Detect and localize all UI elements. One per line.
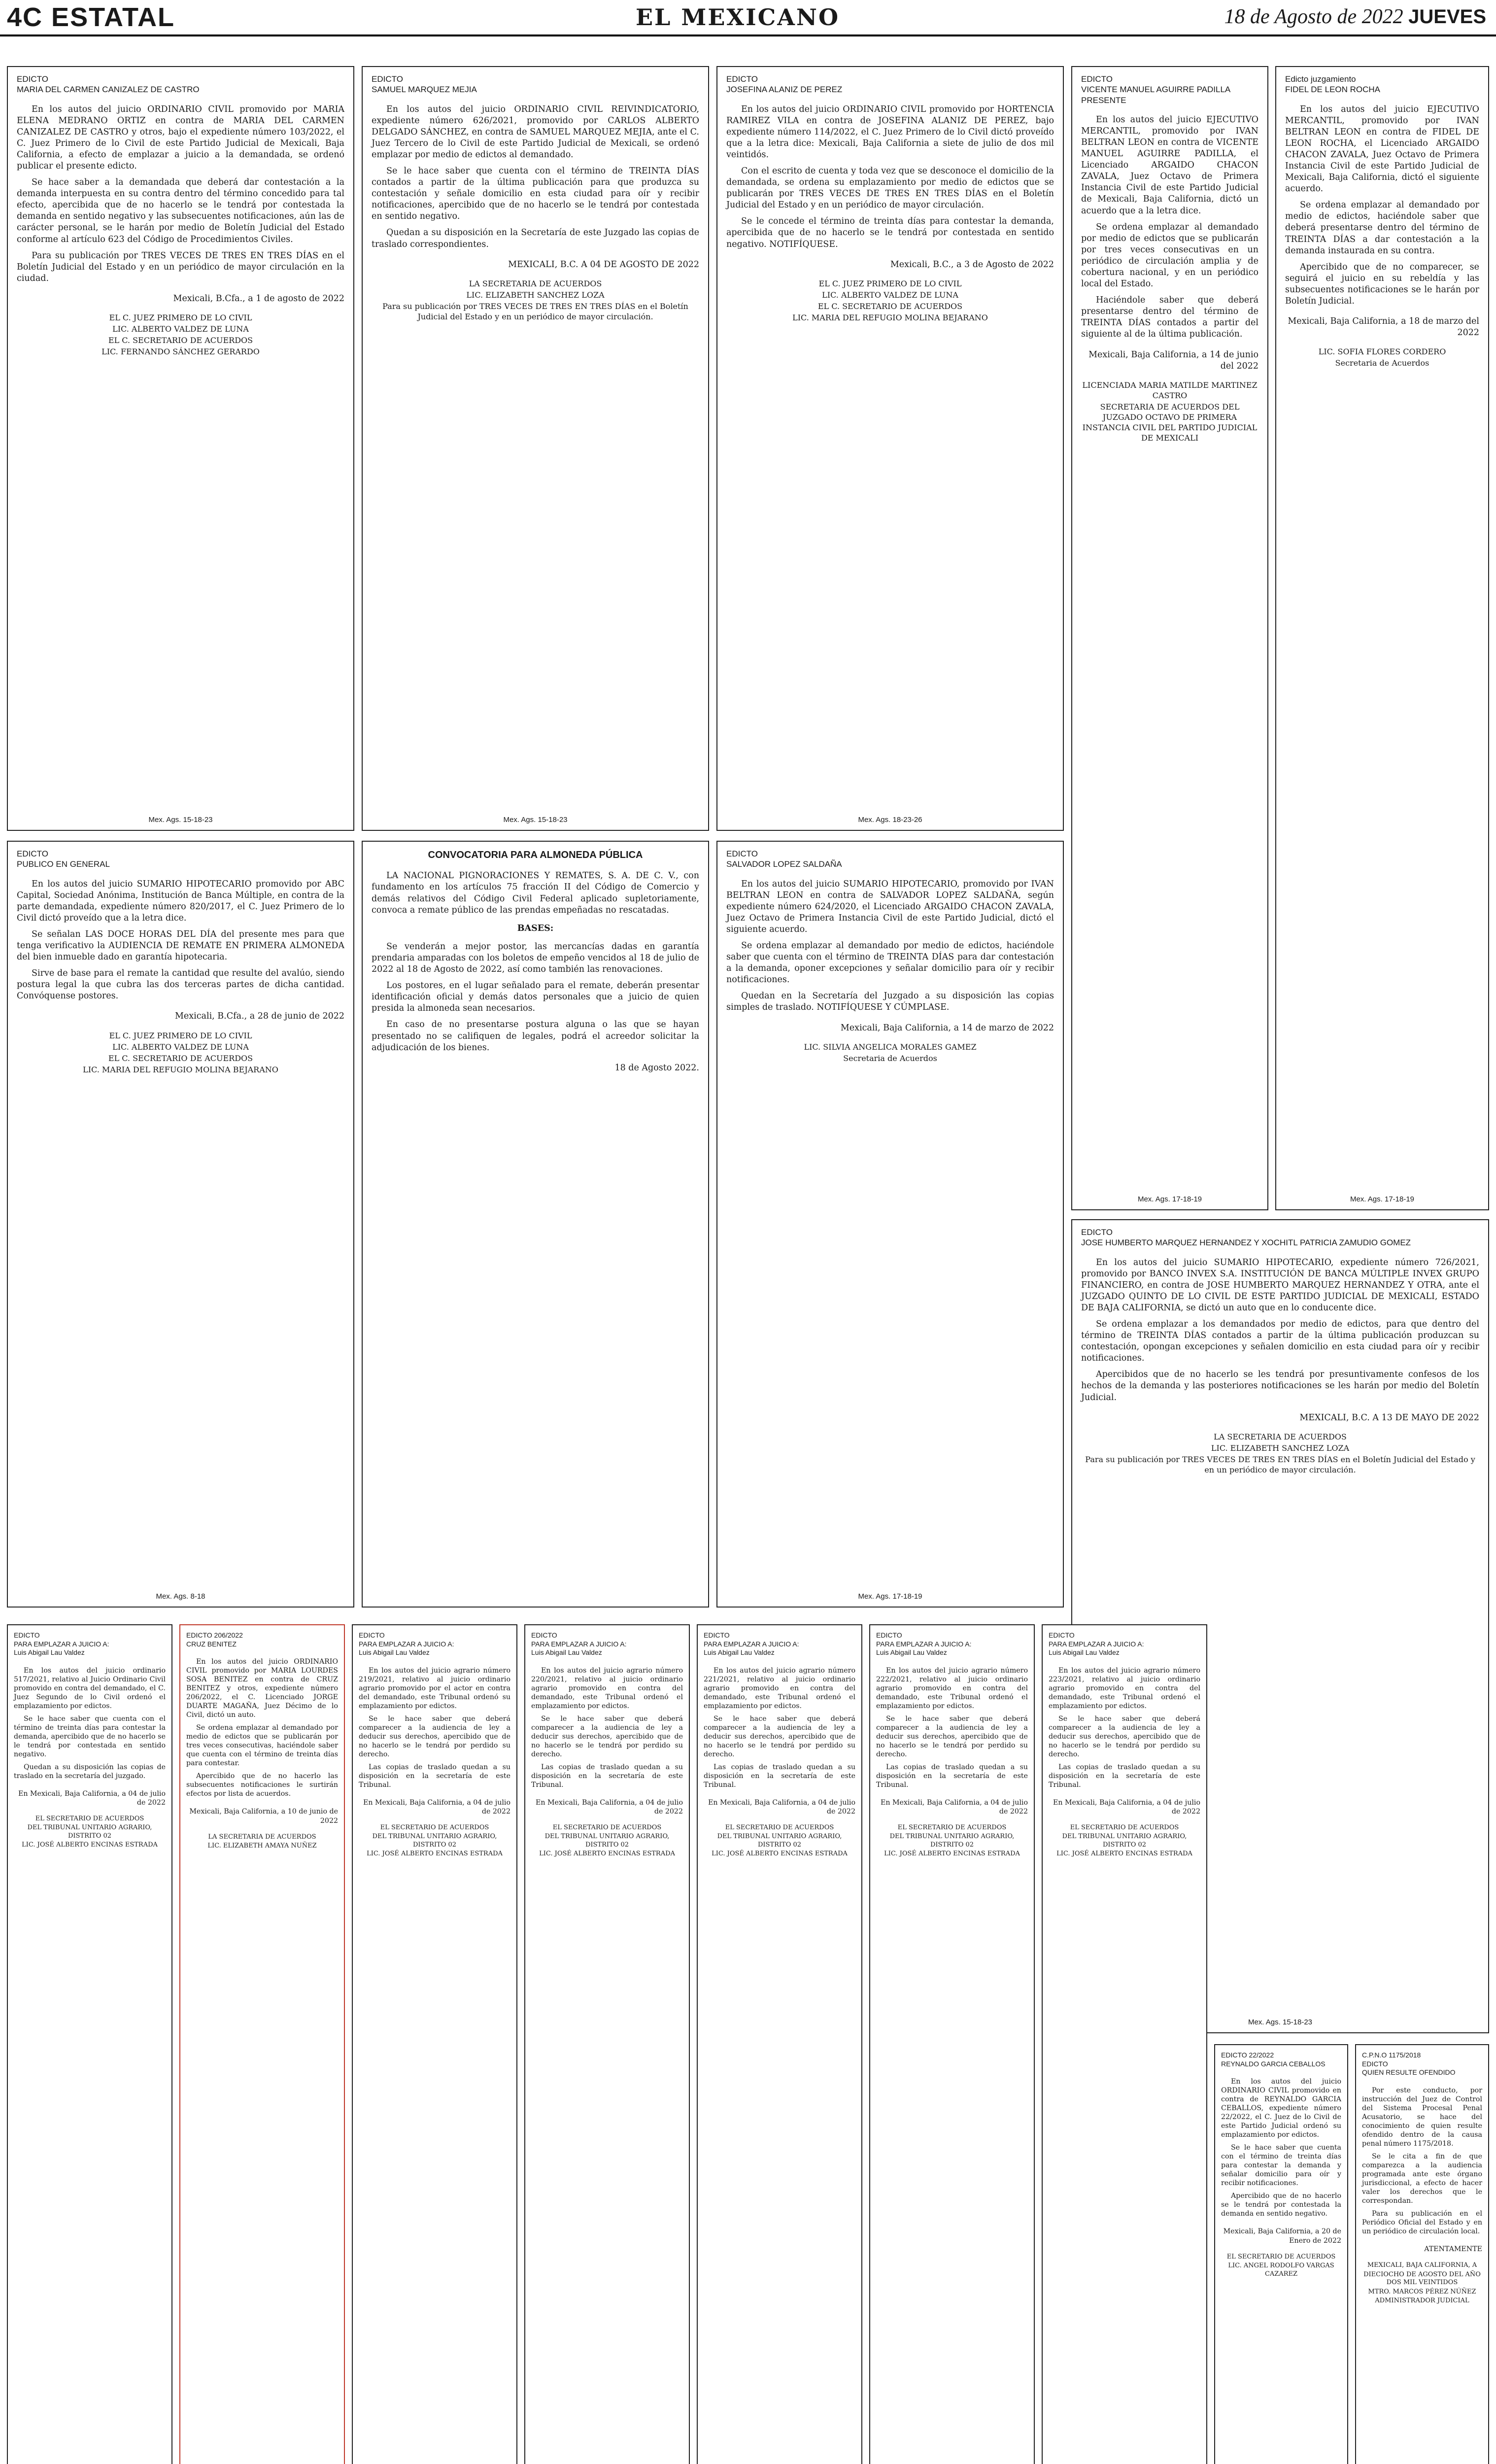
- legal-notice: [7, 841, 354, 1608]
- notice-heading-line: EDICTO: [1049, 1631, 1075, 1639]
- notice-paragraph: Quedan a su disposición las copias de traslado en la secretaría del juzgado.: [14, 1763, 166, 1780]
- notice-signature: [531, 1824, 683, 1858]
- notice-heading-line: PARA EMPLAZAR A JUICIO A:: [1049, 1640, 1144, 1648]
- signature-line: DEL TRIBUNAL UNITARIO AGRARIO, DISTRITO 02: [889, 1833, 1015, 1848]
- signature-line: DEL TRIBUNAL UNITARIO AGRARIO, DISTRITO 02: [27, 1824, 152, 1840]
- notice-paragraph: Se le hace saber que deberá comparecer a la audiencia de ley a deducir sus derechos, apercibido que de no hacerlo se le tendrá por perdido su derecho.: [704, 1714, 855, 1758]
- notice-heading-line: EDICTO: [359, 1631, 385, 1639]
- notice-paragraph: En los autos del juicio ordinario 517/2021, relativo al Juicio Ordinario Civil promovido en contra del demandado, el C. Juez Segundo de lo Civil ordenó el emplazamiento por edictos.: [14, 1666, 166, 1710]
- signature-line: EL C. SECRETARIO DE ACUERDOS: [108, 336, 253, 345]
- notice-location-date: Mexicali, B.C., a 3 de Agosto de 2022: [890, 259, 1054, 270]
- notice-heading-line: PUBLICO EN GENERAL: [17, 859, 110, 869]
- signature-line: MTRO. MARCOS PÉREZ NÚÑEZ: [1368, 2288, 1476, 2295]
- notice-signature: [726, 1042, 1054, 1063]
- notice-heading-line: PARA EMPLAZAR A JUICIO A:: [531, 1640, 627, 1648]
- notice-heading: [1362, 2051, 1482, 2077]
- notice-paragraph: En los autos del juicio ORDINARIO CIVIL promovido por MARIA LOURDES SOSA BENITEZ en contra de CRUZ BENITEZ y otros, expediente número 206/2022, el C. Licenciado JORGE DUARTE MAGAÑA, Juez Décimo de lo Civil, dictó un auto.: [186, 1658, 338, 1719]
- notice-heading-line: CRUZ BENITEZ: [186, 1640, 237, 1648]
- notice-paragraph: En los autos del juicio SUMARIO HIPOTECARIO promovido por ABC Capital, Sociedad Anónima, Institución de Banca Múltiple, en contra de la parte demandada, expediente número 820/2017, el C. Juez Primero de lo Civil dictó proveído que a la letra dice.: [17, 879, 344, 923]
- legal-notice: [352, 1624, 517, 2464]
- signature-line: SECRETARIA DE ACUERDOS DEL JUZGADO OCTAVO DE PRIMERA INSTANCIA CIVIL DEL PARTIDO JUDICIAL DE MEXICALI: [1082, 402, 1258, 443]
- notice-heading-line: JOSE HUMBERTO MARQUEZ HERNANDEZ Y XOCHITL PATRICIA ZAMUDIO GOMEZ: [1081, 1238, 1411, 1248]
- notice-paragraph: Las copias de traslado quedan a su disposición en la secretaría de este Tribunal.: [1049, 1763, 1200, 1789]
- notice-heading-line: EDICTO: [704, 1631, 730, 1639]
- notice-paragraph: Se le hace saber que deberá comparecer a la audiencia de ley a deducir sus derechos, apercibido que de no hacerlo se le tendrá por perdido su derecho.: [359, 1714, 510, 1758]
- notice-body: [531, 1666, 683, 1789]
- notice-paragraph: Apercibido que de no hacerlo las subsecuentes notificaciones le surtirán efectos por lista de acuerdos.: [186, 1772, 338, 1798]
- notice-body: [1221, 2077, 1341, 2218]
- notice-heading-line: PARA EMPLAZAR A JUICIO A:: [876, 1640, 972, 1648]
- notice-title: CONVOCATORIA PARA ALMONEDA PÚBLICA: [428, 850, 643, 860]
- notice-location-date: Mexicali, Baja California, a 14 de junio del 2022: [1088, 349, 1258, 371]
- notice-paragraph: Se ordena emplazar al demandado por medio de edictos, haciéndole saber que deberá presentarse dentro del término de TREINTA DÍAS a dar contestación a la demanda instaurada en su contra.: [1285, 200, 1479, 256]
- notice-location-date: 18 de Agosto 2022.: [614, 1062, 699, 1073]
- section-name: ESTATAL: [51, 2, 175, 32]
- notice-paragraph: Apercibido que de no comparecer, se seguirá el juicio en su rebeldía y las subsecuentes notificaciones se le harán por Boletín Judicial.: [1285, 262, 1479, 306]
- notice-body: [726, 104, 1054, 250]
- notice-body: [17, 104, 344, 284]
- notice-paragraph: Se le hace saber que cuenta con el término de treinta días para contestar la demanda, apercibido que de no hacerlo se le tendrá por contestada en sentido negativo.: [14, 1714, 166, 1758]
- notice-location-date: MEXICALI, B.C. A 04 DE AGOSTO DE 2022: [508, 259, 699, 270]
- notice-paragraph: Se le hace saber que deberá comparecer a la audiencia de ley a deducir sus derechos, apercibido que de no hacerlo se le tendrá por perdido su derecho.: [876, 1714, 1028, 1758]
- notice-heading-line: Luis Abigail Lau Valdez: [876, 1648, 947, 1656]
- notice-heading: [17, 849, 344, 870]
- notice-location-date: Mexicali, Baja California, a 20 de Enero de 2022: [1223, 2227, 1341, 2245]
- signature-line: LIC. MARIA DEL REFUGIO MOLINA BEJARANO: [792, 313, 988, 323]
- signature-line: DEL TRIBUNAL UNITARIO AGRARIO, DISTRITO 02: [544, 1833, 670, 1848]
- legal-notice: [716, 66, 1064, 831]
- notice-paragraph: En los autos del juicio agrario número 219/2021, relativo al juicio ordinario agrario promovido por el actor en contra del demandado, este Tribunal ordenó su emplazamiento por edictos.: [359, 1666, 510, 1710]
- edition-day: 18 de Agosto de 2022: [1224, 5, 1403, 28]
- publication-tag: Mex. Ags. 8-18: [156, 1592, 205, 1601]
- notice-heading-line: PARA EMPLAZAR A JUICIO A:: [14, 1640, 109, 1648]
- notice-heading: [1221, 2051, 1341, 2068]
- notice-heading-line: Luis Abigail Lau Valdez: [14, 1648, 85, 1656]
- notice-paragraph: En los autos del juicio agrario número 222/2021, relativo al juicio ordinario agrario promovido en contra del demandado, este Tribunal ordenó el emplazamiento por edictos.: [876, 1666, 1028, 1710]
- notice-heading: [359, 1631, 510, 1657]
- notice-paragraph: Se ordena emplazar al demandado por medio de edictos que se publicarán por tres veces consecutivas, haciéndole saber que cuenta con el término de treinta días para contestar.: [186, 1724, 338, 1768]
- newspaper-name: EL MEXICANO: [636, 4, 840, 31]
- notice-heading-line: EDICTO: [1081, 74, 1113, 84]
- notice-heading-line: MARIA DEL CARMEN CANIZALEZ DE CASTRO: [17, 85, 200, 95]
- notice-signature: [372, 278, 699, 322]
- notice-signature: [1285, 346, 1479, 368]
- notice-heading: [876, 1631, 1028, 1657]
- notice-heading-line: C.P.N.O 1175/2018: [1362, 2051, 1421, 2059]
- legal-notice: [697, 1624, 862, 2464]
- signature-line: Secretaria de Acuerdos: [843, 1053, 937, 1063]
- signature-line: LIC. ALBERTO VALDEZ DE LUNA: [822, 290, 958, 300]
- notice-paragraph: En los autos del juicio ORDINARIO CIVIL promovido por MARIA ELENA MEDRANO ORTIZ en contra de MARIA DEL CARMEN CANIZALEZ DE CASTRO y otros, bajo el expediente número 103/2022, el C. Juez Primero de lo Civil de este Partido Judicial de Mexicali, Baja California, a efecto de emplazar a juicio a la demandada, se ordenó publicar el presente edicto.: [17, 104, 344, 171]
- notice-heading: [726, 849, 1054, 870]
- notice-paragraph: Para su publicación en el Periódico Oficial del Estado y en un periódico de circulación local.: [1362, 2209, 1482, 2235]
- signature-line: EL SECRETARIO DE ACUERDOS: [35, 1814, 144, 1822]
- notice-heading: [704, 1631, 855, 1657]
- signature-line: EL C. SECRETARIO DE ACUERDOS: [817, 301, 963, 311]
- notice-location-date: MEXICALI, B.C. A 13 DE MAYO DE 2022: [1299, 1412, 1479, 1423]
- publication-tag: Mex. Ags. 17-18-19: [1350, 1195, 1415, 1204]
- notice-body: [372, 870, 699, 1053]
- notice-body: [1285, 104, 1479, 308]
- signature-line: LIC. JOSÉ ALBERTO ENCINAS ESTRADA: [367, 1850, 503, 1858]
- notice-signature: [1081, 1432, 1479, 1475]
- notice-heading: [531, 1631, 683, 1657]
- notice-body: [372, 104, 699, 250]
- notice-paragraph: En caso de no presentarse postura alguna o las que se hayan presentado no se califiquen de legales, podrá el acreedor solicitar la adjudicación de los bienes.: [372, 1020, 699, 1053]
- notice-paragraph: En los autos del juicio SUMARIO HIPOTECARIO, expediente número 726/2021, promovido por BANCO INVEX S.A. INSTITUCIÓN DE BANCA MÚLTIPLE INVEX GRUPO FINANCIERO, en contra de JOSE HUMBERTO MARQUEZ HERNANDEZ Y OTRA, ante el JUZGADO QUINTO DE LO CIVIL DE ESTE PARTIDO JUDICIAL DE MEXICALI, ESTADO DE BAJA CALIFORNIA, se dictó un auto que en lo conducente dice.: [1081, 1257, 1479, 1313]
- notice-paragraph: En los autos del juicio SUMARIO HIPOTECARIO, promovido por IVAN BELTRAN LEON en contra de SALVADOR LOPEZ SALDAÑA, según expediente número 624/2020, el Licenciado ARGAIDO CHACON ZAVALA, Juez Octavo de Primera Instancia Civil de este Partido Judicial, dictó el siguiente acuerdo.: [726, 879, 1054, 934]
- notice-heading-line: EDICTO: [531, 1631, 557, 1639]
- notice-paragraph: Se señalan LAS DOCE HORAS DEL DÍA del presente mes para que tenga verificativo la AUDIENCIA DE REMATE EN PRIMERA ALMONEDA del bien inmueble dado en garantía hipotecaria.: [17, 929, 344, 962]
- publication-tag: Mex. Ags. 18-23-26: [858, 816, 922, 824]
- legal-notice: [7, 66, 354, 831]
- notice-paragraph: Las copias de traslado quedan a su disposición en la secretaría de este Tribunal.: [704, 1763, 855, 1789]
- publication-tag: Mex. Ags. 17-18-19: [1137, 1195, 1202, 1204]
- edition-date: [1224, 5, 1486, 29]
- edition-weekday: JUEVES: [1408, 6, 1486, 28]
- notice-paragraph: Las copias de traslado quedan a su disposición en la secretaría de este Tribunal.: [531, 1763, 683, 1789]
- notice-paragraph: Se le hace saber que cuenta con el término de treinta días para contestar la demanda y señalar domicilio para oír y recibir notificaciones.: [1221, 2144, 1341, 2188]
- signature-line: Secretaria de Acuerdos: [1335, 358, 1429, 368]
- notice-body: [1081, 1257, 1479, 1403]
- publication-tag: Mex. Ags. 17-18-19: [858, 1592, 922, 1601]
- legal-notice: [1275, 66, 1489, 1210]
- notice-body: [1362, 2086, 1482, 2236]
- notice-signature: [359, 1824, 510, 1858]
- signature-line: LIC. SILVIA ANGELICA MORALES GAMEZ: [804, 1042, 977, 1052]
- notice-location-date: En Mexicali, Baja California, a 04 de julio de 2022: [18, 1789, 166, 1807]
- notice-body: [726, 879, 1054, 1014]
- notice-paragraph: Se le concede el término de treinta días para contestar la demanda, apercibida que de no hacerlo se le tendrá por contestada en sentido negativo. NOTIFÍQUESE.: [726, 216, 1054, 249]
- notice-paragraph: Quedan en la Secretaría del Juzgado a su disposición las copias simples de traslado. NOTIFÍQUESE Y CÚMPLASE.: [726, 991, 1054, 1013]
- notice-signature: [1362, 2261, 1482, 2305]
- page-number: 4C: [7, 2, 43, 32]
- notice-paragraph: En los autos del juicio ORDINARIO CIVIL REIVINDICATORIO, expediente número 626/2021, promovido por CARLOS ALBERTO DELGADO SÁNCHEZ, en contra de SAMUEL MARQUEZ MEJIA, ante el C. Juez Tercero de lo Civil de este Partido Judicial de Mexicali, se ordenó emplazar por medio de edictos al demandado.: [372, 104, 699, 160]
- notice-heading-line: Luis Abigail Lau Valdez: [704, 1648, 775, 1656]
- notice-paragraph: En los autos del juicio EJECUTIVO MERCANTIL, promovido por IVAN BELTRAN LEON en contra de VICENTE MANUEL AGUIRRE PADILLA, el Licenciado ARGAIDO CHACON ZAVALA, Juez Octavo de Primera Instancia Civil de este Partido Judicial de Mexicali, Baja California, dictó un acuerdo que a la letra dice.: [1081, 114, 1258, 216]
- notice-signature: [186, 1833, 338, 1850]
- notice-heading-line: EDICTO 206/2022: [186, 1631, 243, 1639]
- notice-body: [17, 879, 344, 1002]
- notice-signature: [876, 1824, 1028, 1858]
- signature-line: DIECIOCHO DE AGOSTO DEL AÑO DOS MIL VEINTIDOS: [1363, 2270, 1481, 2287]
- notice-heading-line: VICENTE MANUEL AGUIRRE PADILLA: [1081, 85, 1231, 95]
- notice-heading-line: EDICTO: [876, 1631, 902, 1639]
- signature-line: EL SECRETARIO DE ACUERDOS: [552, 1823, 662, 1831]
- notice-heading-line: EDICTO: [17, 74, 48, 84]
- notice-paragraph: Quedan a su disposición en la Secretaría de este Juzgado las copias de traslado correspondientes.: [372, 228, 699, 249]
- legal-notice: [1042, 1624, 1207, 2464]
- notice-paragraph: Los postores, en el lugar señalado para el remate, deberán presentar identificación oficial y demás datos personales que a juicio de quien presida la almoneda sean necesarios.: [372, 981, 699, 1014]
- signature-line: LIC. JOSÉ ALBERTO ENCINAS ESTRADA: [884, 1850, 1020, 1858]
- legal-notice: [362, 66, 709, 831]
- notice-paragraph: En los autos del juicio agrario número 221/2021, relativo al juicio ordinario agrario promovido en contra del demandado, este Tribunal ordenó el emplazamiento por edictos.: [704, 1666, 855, 1710]
- notice-location-date: Mexicali, Baja California, a 14 de marzo de 2022: [840, 1023, 1054, 1033]
- notice-heading-line: PRESENTE: [1081, 95, 1126, 105]
- legal-notice: [7, 1624, 172, 2464]
- signature-line: LIC. ALBERTO VALDEZ DE LUNA: [112, 324, 249, 334]
- signature-line: ADMINISTRADOR JUDICIAL: [1375, 2297, 1469, 2305]
- notice-heading-line: FIDEL DE LEON ROCHA: [1285, 85, 1381, 95]
- signature-line: EL SECRETARIO DE ACUERDOS: [380, 1823, 489, 1831]
- notice-paragraph: Apercibidos que de no hacerlo se les tendrá por presuntivamente confesos de los hechos de la demanda y las posteriores notificaciones se les harán por medio del Boletín Judicial.: [1081, 1369, 1479, 1403]
- signature-line: LIC. ELIZABETH SANCHEZ LOZA: [1211, 1443, 1350, 1453]
- notice-signature: [17, 312, 344, 357]
- signature-line: LA SECRETARIA DE ACUERDOS: [1214, 1432, 1347, 1441]
- notice-heading-line: PARA EMPLAZAR A JUICIO A:: [359, 1640, 454, 1648]
- notice-location-date: En Mexicali, Baja California, a 04 de julio de 2022: [708, 1798, 855, 1815]
- notice-paragraph: Por este conducto, por instrucción del Juez de Control del Sistema Procesal Penal Acusatorio, se hace del conocimiento de quien resulte ofendido dentro de la causa penal número 1175/2018.: [1362, 2086, 1482, 2148]
- notice-paragraph: Sirve de base para el remate la cantidad que resulte del avalúo, siendo postura legal la que cubra las dos terceras partes de dicha cantidad. Convóquense postores.: [17, 968, 344, 1001]
- signature-line: EL C. JUEZ PRIMERO DE LO CIVIL: [109, 1030, 252, 1040]
- signature-line: LIC. SOFIA FLORES CORDERO: [1318, 347, 1446, 357]
- notice-body: [876, 1666, 1028, 1789]
- notice-body: [704, 1666, 855, 1789]
- legal-notice: [716, 841, 1064, 1608]
- notice-heading-line: EDICTO: [14, 1631, 40, 1639]
- publication-tag: Mex. Ags. 15-18-23: [1248, 2018, 1313, 2027]
- notice-location-date: En Mexicali, Baja California, a 04 de julio de 2022: [880, 1798, 1028, 1815]
- notice-body: [1049, 1666, 1200, 1789]
- notice-heading: [17, 74, 344, 95]
- notice-paragraph: Apercibido que de no hacerlo se le tendrá por contestada la demanda en sentido negativo.: [1221, 2192, 1341, 2218]
- legal-notice: [362, 841, 709, 1608]
- notice-heading-line: EDICTO: [1081, 1228, 1113, 1237]
- notice-body: [1081, 114, 1258, 341]
- notice-heading-line: EDICTO: [1362, 2059, 1388, 2068]
- notice-paragraph: Se le hace saber que deberá comparecer a la audiencia de ley a deducir sus derechos, apercibido que de no hacerlo se le tendrá por perdido su derecho.: [531, 1714, 683, 1758]
- notice-paragraph: En los autos del juicio EJECUTIVO MERCANTIL, promovido por IVAN BELTRAN LEON en contra de FIDEL DE LEON ROCHA, el Licenciado ARGAIDO CHACON ZAVALA, Juez Octavo de Primera Instancia Civil de este Partido Judicial de Mexicali, Baja California, dictó el siguiente acuerdo.: [1285, 104, 1479, 194]
- notice-heading: [726, 74, 1054, 95]
- signature-line: LIC. JOSÉ ALBERTO ENCINAS ESTRADA: [539, 1850, 675, 1858]
- notice-paragraph: En los autos del juicio ORDINARIO CIVIL promovido por HORTENCIA RAMIREZ VILA en contra de JOSEFINA ALANIZ DE PEREZ, bajo expediente número 114/2022, el C. Juez Primero de lo Civil dictó proveído que a la letra dice: Mexicali, Baja California a siete de julio de dos mil veintidós.: [726, 104, 1054, 160]
- notice-paragraph: Se ordena emplazar a los demandados por medio de edictos, para que dentro del término de TREINTA DÍAS contados a partir de la última publicación produzcan su contestación, opongan excepciones y señalen domicilio en esta ciudad para oír y recibir notificaciones.: [1081, 1319, 1479, 1364]
- notice-signature: [17, 1030, 344, 1075]
- legal-notice: [524, 1624, 690, 2464]
- signature-line: LIC. ANGEL RODOLFO VARGAS CAZAREZ: [1228, 2262, 1334, 2278]
- signature-line: LIC. JOSÉ ALBERTO ENCINAS ESTRADA: [22, 1841, 158, 1849]
- notice-signature: [726, 278, 1054, 323]
- notice-heading-line: EDICTO 22/2022: [1221, 2051, 1274, 2059]
- notice-heading-line: Edicto juzgamiento: [1285, 74, 1356, 84]
- signature-line: EL C. JUEZ PRIMERO DE LO CIVIL: [818, 278, 962, 288]
- notice-paragraph: Se le cita a fin de que comparezca a la audiencia programada ante este órgano jurisdiccional, a efecto de hacer valer los derechos que le correspondan.: [1362, 2152, 1482, 2205]
- legal-notice: [1214, 2044, 1348, 2464]
- notice-signature: [1221, 2253, 1341, 2279]
- notice-signature: [14, 1815, 166, 1849]
- signature-line: LIC. JOSÉ ALBERTO ENCINAS ESTRADA: [1056, 1850, 1192, 1858]
- signature-line: Para su publicación por TRES VECES DE TRES EN TRES DÍAS en el Boletín Judicial del Estado y en un periódico de mayor circulación.: [382, 301, 688, 322]
- legal-notice: [1355, 2044, 1489, 2464]
- publication-tag: Mex. Ags. 15-18-23: [503, 816, 568, 824]
- signature-line: EL SECRETARIO DE ACUERDOS: [897, 1823, 1007, 1831]
- legal-notice: [869, 1624, 1035, 2464]
- signature-line: Para su publicación por TRES VECES DE TRES EN TRES DÍAS en el Boletín Judicial del Estado y en un periódico de mayor circulación.: [1085, 1454, 1475, 1475]
- notice-heading: [1049, 1631, 1200, 1657]
- notice-paragraph: Para su publicación por TRES VECES DE TRES EN TRES DÍAS en el Boletín Judicial del Estado y en un periódico de mayor circulación en la ciudad.: [17, 250, 344, 283]
- notice-location-date: En Mexicali, Baja California, a 04 de julio de 2022: [1053, 1798, 1200, 1815]
- legal-notice: [1071, 66, 1268, 1210]
- legal-notice: [179, 1624, 345, 2464]
- notice-heading-line: Luis Abigail Lau Valdez: [531, 1648, 602, 1656]
- notice-location-date: Mexicali, Baja California, a 10 de junio de 2022: [189, 1808, 338, 1825]
- notice-paragraph: Se ordena emplazar al demandado por medio de edictos que se publicarán por tres veces consecutivas en un periódico de circulación amplia y de cobertura nacional, y en un periódico local del Estado.: [1081, 222, 1258, 289]
- notice-paragraph: En los autos del juicio ORDINARIO CIVIL promovido en contra de REYNALDO GARCIA CEBALLOS, expediente número 22/2022, el C. Juez de lo Civil de este Partido Judicial ordenó su emplazamiento por edictos.: [1221, 2078, 1341, 2139]
- notice-location-date: Mexicali, Baja California, a 18 de marzo del 2022: [1288, 316, 1479, 338]
- page-section: [7, 2, 175, 33]
- signature-line: LIC. ELIZABETH SANCHEZ LOZA: [466, 290, 605, 300]
- notice-body: [186, 1657, 338, 1798]
- notice-paragraph: Se ordena emplazar al demandado por medio de edictos, haciéndole saber que cuenta con el término de TREINTA DÍAS para dar contestación a la demanda, oponer excepciones y señalar domicilio para oír y recibir notificaciones.: [726, 940, 1054, 985]
- notice-heading: [372, 74, 699, 95]
- notice-heading-line: EDICTO: [372, 74, 403, 84]
- masthead: [0, 0, 1496, 36]
- notice-heading-line: Luis Abigail Lau Valdez: [1049, 1648, 1120, 1656]
- notice-location-date: ATENTAMENTE: [1424, 2245, 1482, 2253]
- notice-paragraph: En los autos del juicio agrario número 223/2021, relativo al juicio ordinario agrario promovido en contra del demandado, este Tribunal ordenó el emplazamiento por edictos.: [1049, 1666, 1200, 1710]
- notice-heading-line: PARA EMPLAZAR A JUICIO A:: [704, 1640, 799, 1648]
- signature-line: LIC. FERNANDO SÁNCHEZ GERARDO: [102, 347, 260, 357]
- notice-heading: [14, 1631, 166, 1657]
- notice-paragraph: Las copias de traslado quedan a su disposición en la secretaría de este Tribunal.: [359, 1763, 510, 1789]
- notice-heading-line: Luis Abigail Lau Valdez: [359, 1648, 430, 1656]
- notice-heading: [1285, 74, 1479, 95]
- notice-signature: [704, 1824, 855, 1858]
- notice-paragraph: LA NACIONAL PIGNORACIONES Y REMATES, S. A. DE C. V., con fundamento en los artículos 75 fracción II del Código de Comercio y demás relativos del Código Civil Federal aplicado supletoriamente, convoca a remate público de las prendas empeñadas no rescatadas.: [372, 871, 699, 915]
- signature-line: EL SECRETARIO DE ACUERDOS: [725, 1823, 834, 1831]
- notice-heading: [186, 1631, 338, 1648]
- notice-location-date: Mexicali, B.Cfa., a 28 de junio de 2022: [175, 1011, 344, 1022]
- notice-paragraph: Se hace saber a la demandada que deberá dar contestación a la demanda interpuesta en su contra dentro del término concedido para tal efecto, apercibida que de no hacerlo se le tendrá por contestada la demanda en sentido negativo y las subsecuentes notificaciones, aún las de carácter personal, se le harán por medio de Boletín Judicial del Estado conforme al artículo 623 del Código de Procedimientos Civiles.: [17, 177, 344, 244]
- notice-heading-line: SALVADOR LOPEZ SALDAÑA: [726, 859, 842, 869]
- notice-signature: [1081, 380, 1258, 444]
- publication-tag: Mex. Ags. 15-18-23: [148, 816, 213, 824]
- notice-location-date: En Mexicali, Baja California, a 04 de julio de 2022: [363, 1798, 510, 1815]
- notice-paragraph: Haciéndole saber que deberá presentarse dentro del término de TREINTA DÍAS contados a partir del siguiente al de la última publicación.: [1081, 295, 1258, 340]
- notice-heading-line: JOSEFINA ALANIZ DE PEREZ: [726, 85, 843, 95]
- signature-line: LA SECRETARIA DE ACUERDOS: [469, 278, 602, 288]
- notice-heading: [1081, 74, 1258, 105]
- notice-paragraph: Las copias de traslado quedan a su disposición en la secretaría de este Tribunal.: [876, 1763, 1028, 1789]
- signature-line: LIC. JOSÉ ALBERTO ENCINAS ESTRADA: [712, 1850, 848, 1858]
- notice-location-date: Mexicali, B.Cfa., a 1 de agosto de 2022: [173, 293, 344, 304]
- signature-line: LIC. MARIA DEL REFUGIO MOLINA BEJARANO: [83, 1064, 278, 1074]
- notice-paragraph: Se le hace saber que cuenta con el término de TREINTA DÍAS contados a partir de la última publicación para que produzca su contestación y señale domicilio en esta ciudad para oír y recibir notificaciones, apercibido que de no hacerlo se le tendrá por contestada en sentido negativo.: [372, 166, 699, 222]
- notice-body: [14, 1666, 166, 1780]
- signature-line: LIC. ELIZABETH AMAYA NUÑEZ: [207, 1842, 317, 1850]
- signature-line: LIC. ALBERTO VALDEZ DE LUNA: [112, 1042, 249, 1052]
- notice-heading-line: QUIEN RESULTE OFENDIDO: [1362, 2068, 1456, 2076]
- bases-label: BASES:: [517, 923, 554, 933]
- signature-line: DEL TRIBUNAL UNITARIO AGRARIO, DISTRITO 02: [1062, 1833, 1187, 1848]
- notice-paragraph: Se venderán a mejor postor, las mercancías dadas en garantía prendaria amparadas con los boletos de empeño vencidos al 18 de julio de 2022 al 18 de Agosto de 2022, así como también las renovaciones.: [372, 941, 699, 975]
- notice-paragraph: En los autos del juicio agrario número 220/2021, relativo al juicio ordinario agrario promovido en contra del demandado, este Tribunal ordenó el emplazamiento por edictos.: [531, 1666, 683, 1710]
- notice-heading-line: REYNALDO GARCIA CEBALLOS: [1221, 2059, 1326, 2068]
- notice-signature: [1049, 1824, 1200, 1858]
- notice-heading: [1081, 1227, 1479, 1248]
- signature-line: EL SECRETARIO DE ACUERDOS: [1070, 1823, 1179, 1831]
- notice-location-date: En Mexicali, Baja California, a 04 de julio de 2022: [535, 1798, 683, 1815]
- signature-line: EL C. SECRETARIO DE ACUERDOS: [108, 1053, 253, 1063]
- notice-heading-line: SAMUEL MARQUEZ MEJIA: [372, 85, 477, 95]
- signature-line: DEL TRIBUNAL UNITARIO AGRARIO, DISTRITO 02: [372, 1833, 497, 1848]
- notice-body: [359, 1666, 510, 1789]
- notice-paragraph: Con el escrito de cuenta y toda vez que se desconoce el domicilio de la demandada, se ordena su emplazamiento por medio de edictos que se publicarán por TRES VECES DE TRES EN TRES DÍAS en el Boletín Judicial del Estado y en un periódico de mayor circulación.: [726, 166, 1054, 210]
- signature-line: MEXICALI, BAJA CALIFORNIA, A: [1367, 2261, 1477, 2269]
- notice-heading-line: EDICTO: [726, 849, 758, 858]
- notice-heading-line: EDICTO: [17, 849, 48, 858]
- signature-line: LICENCIADA MARIA MATILDE MARTINEZ CASTRO: [1082, 380, 1258, 400]
- signature-line: EL C. JUEZ PRIMERO DE LO CIVIL: [109, 313, 252, 322]
- notice-paragraph: Se le hace saber que deberá comparecer a la audiencia de ley a deducir sus derechos, apercibido que de no hacerlo se le tendrá por perdido su derecho.: [1049, 1714, 1200, 1758]
- notice-heading-line: EDICTO: [726, 74, 758, 84]
- signature-line: DEL TRIBUNAL UNITARIO AGRARIO, DISTRITO 02: [717, 1833, 842, 1848]
- signature-line: LA SECRETARIA DE ACUERDOS: [208, 1833, 316, 1841]
- signature-line: EL SECRETARIO DE ACUERDOS: [1226, 2253, 1336, 2260]
